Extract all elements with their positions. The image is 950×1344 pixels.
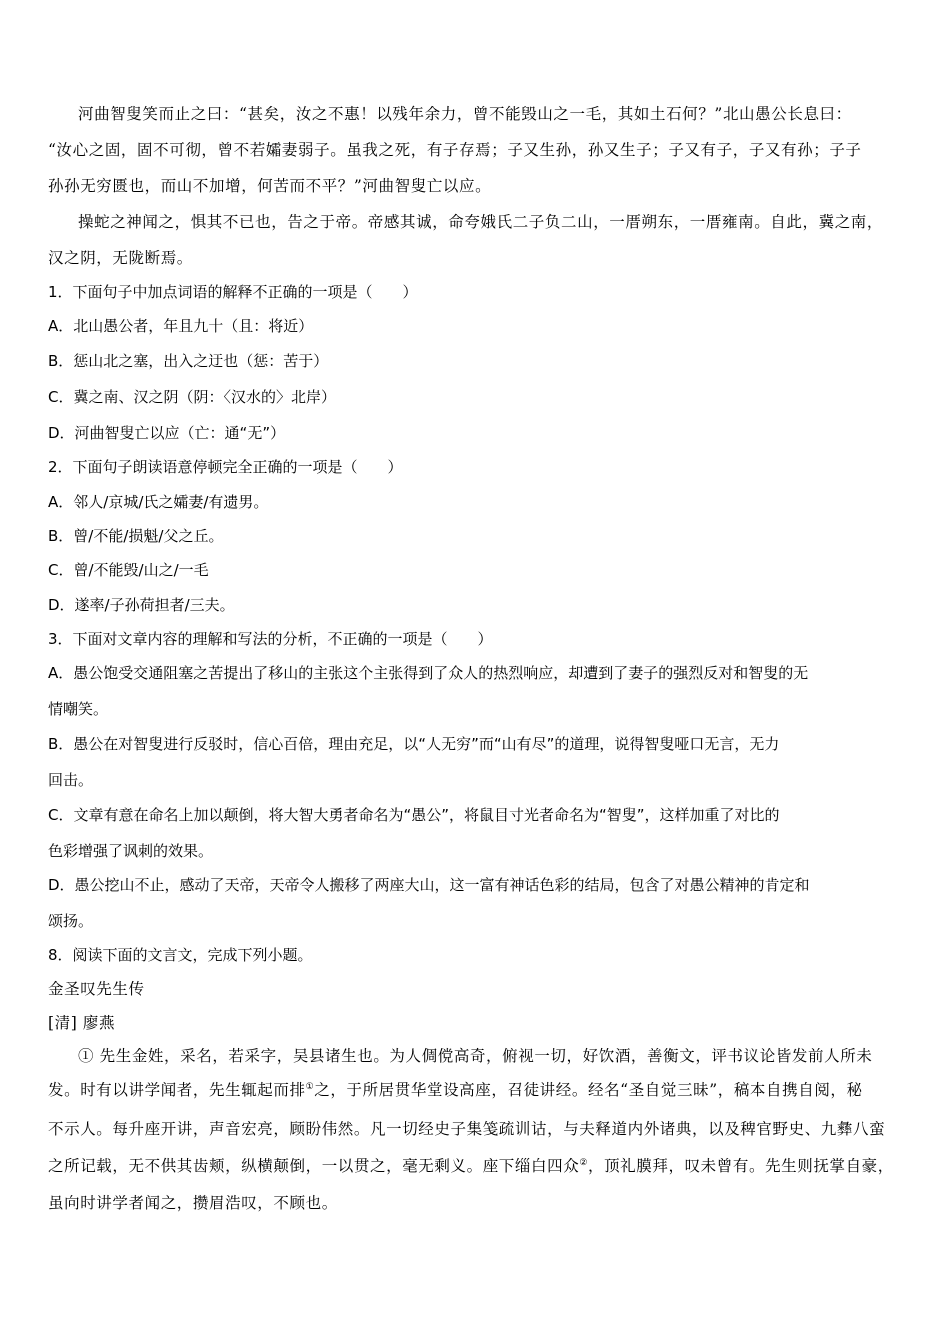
- question-2-stem: 2．下面句子朗读语意停顿完全正确的一项是（ ）: [48, 458, 403, 476]
- passage-line: 不示人。每升座开讲，声音宏亮，顾盼伟然。凡一切经史子集笺疏训诂，与夫释道内外诸典，以及稗官野史、九彝八蛮: [48, 1120, 886, 1138]
- question-1-option-d: D．河曲智叟亡以应（亡：通“无”）: [48, 424, 286, 442]
- footnote-marker: ①: [305, 1081, 315, 1092]
- passage-line: ① 先生金姓，采名，若采字，吴县诸生也。为人倜傥高奇，俯视一切，好饮酒，善衡文，评书议论皆发前人所未: [78, 1047, 873, 1065]
- question-3-option-c-cont: 色彩增强了讽刺的效果。: [48, 842, 214, 860]
- passage-author: [清] 廖燕: [48, 1014, 116, 1032]
- question-1-option-b: B．惩山北之塞，出入之迂也（惩：苦于）: [48, 352, 329, 370]
- question-3-option-a-cont: 情嘲笑。: [48, 700, 109, 718]
- passage-line: 操蛇之神闻之，惧其不已也，告之于帝。帝感其诚，命夸娥氏二子负二山，一厝朔东，一厝雍南。自此，冀之南，: [78, 213, 884, 231]
- passage-line: 孙孙无穷匮也，而山不加增，何苦而不平？”河曲智叟亡以应。: [48, 177, 492, 195]
- question-1-option-a: A．北山愚公者，年且九十（且：将近）: [48, 317, 314, 335]
- passage-line: 之所记载，无不供其齿颊，纵横颠倒，一以贯之，毫无剩义。座下缁白四众②，顶礼膜拜，叹未曾有。先生则抚掌自豪，: [48, 1157, 894, 1175]
- question-2-option-d: D．遂率/子孙荷担者/三夫。: [48, 596, 235, 614]
- question-3-option-b: B．愚公在对智叟进行反驳时，信心百倍，理由充足，以“人无穷”而“山有尽”的道理，说得智叟哑口无言，无力: [48, 735, 780, 753]
- passage-line: 虽向时讲学者闻之，攒眉浩叹，不顾也。: [48, 1194, 338, 1212]
- passage-title: 金圣叹先生传: [48, 980, 145, 998]
- question-2-option-a: A．邻人/京城/氏之孀妻/有遗男。: [48, 493, 269, 511]
- question-2-option-c: C．曾/不能毁/山之/一毛: [48, 561, 209, 579]
- question-2-option-b: B．曾/不能/损魁/父之丘。: [48, 527, 224, 545]
- question-3-option-b-cont: 回击。: [48, 771, 94, 789]
- passage-line: 汉之阴，无陇断焉。: [48, 249, 193, 267]
- question-3-option-c: C．文章有意在命名上加以颠倒，将大智大勇者命名为“愚公”，将鼠目寸光者命名为“智叟”，这样加重了对比的: [48, 806, 780, 824]
- footnote-marker: ②: [579, 1157, 588, 1168]
- question-8-intro: 8．阅读下面的文言文，完成下列小题。: [48, 946, 313, 964]
- question-1-stem: 1．下面句子中加点词语的解释不正确的一项是（ ）: [48, 283, 418, 301]
- passage-line: 发。时有以讲学闻者，先生辄起而排①之，于所居贯华堂设高座，召徒讲经。经名“圣自觉三昧”，稿本自携自阅，秘: [48, 1081, 863, 1099]
- question-3-stem: 3．下面对文章内容的理解和写法的分析，不正确的一项是（ ）: [48, 630, 493, 648]
- question-1-option-c: C．冀之南、汉之阴（阴：〈汉水的〉北岸）: [48, 388, 336, 406]
- passage-line: “汝心之固，固不可彻，曾不若孀妻弱子。虽我之死，有子存焉；子又生孙，孙又生子；子又有子，子又有孙；子子: [48, 141, 862, 159]
- question-3-option-a: A．愚公饱受交通阻塞之苦提出了移山的主张这个主张得到了众人的热烈响应，却遭到了妻子的强烈反对和智叟的无: [48, 664, 809, 682]
- passage-line: 河曲智叟笑而止之曰：“甚矣，汝之不惠！以残年余力，曾不能毁山之一毛，其如土石何？”北山愚公长息曰：: [78, 105, 852, 123]
- question-3-option-d: D．愚公挖山不止，感动了天帝，天帝令人搬移了两座大山，这一富有神话色彩的结局，包含了对愚公精神的肯定和: [48, 876, 810, 894]
- question-3-option-d-cont: 颂扬。: [48, 912, 94, 930]
